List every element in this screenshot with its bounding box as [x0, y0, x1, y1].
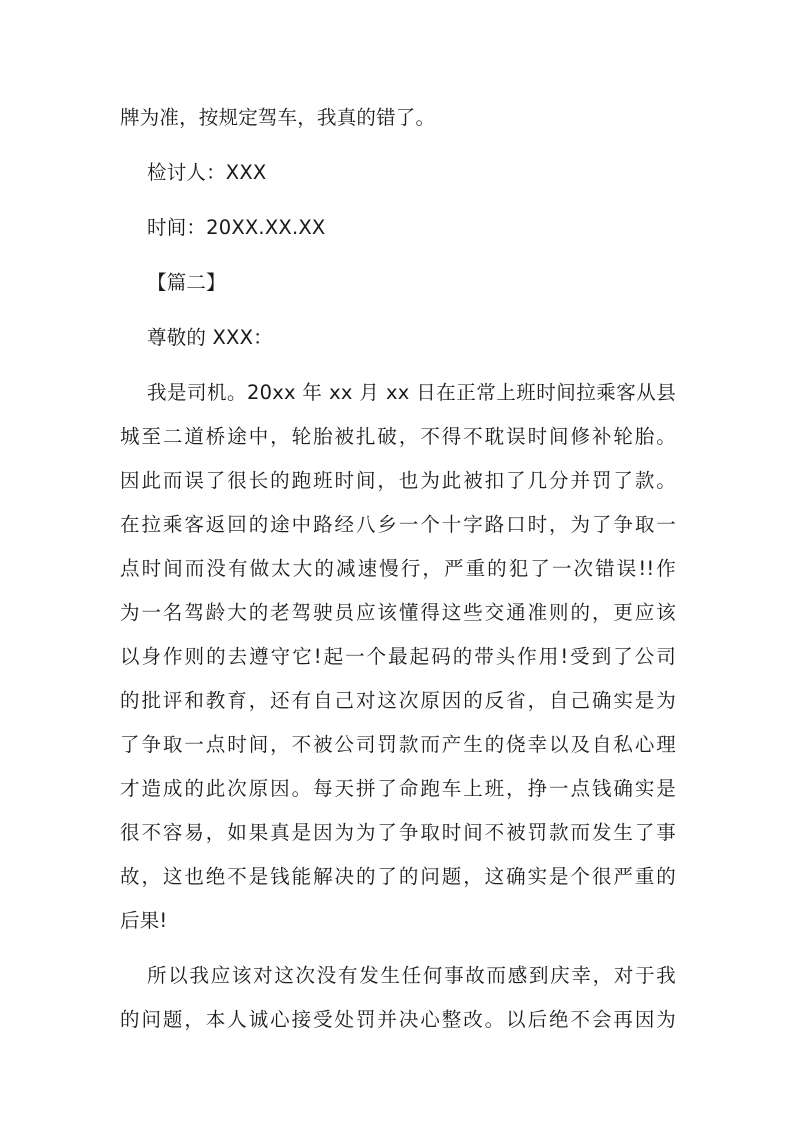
paragraph-line: 我是司机。20xx 年 xx 月 xx 日在正常上班时间拉乘客从县	[147, 381, 676, 404]
paragraph-line: 后果!	[120, 909, 168, 932]
paragraph-line: 城至二道桥途中，轮胎被扎破，不得不耽误时间修补轮胎。	[120, 425, 676, 448]
continuation-line: 牌为准，按规定驾车，我真的错了。	[120, 106, 436, 129]
paragraph-line: 在拉乘客返回的途中路经八乡一个十字路口时，为了争取一	[120, 513, 676, 536]
paragraph-line: 了争取一点时间，不被公司罚款而产生的侥幸以及自私心理	[120, 733, 676, 756]
date-line: 时间：20XX.XX.XX	[147, 216, 326, 239]
salutation: 尊敬的 XXX：	[147, 326, 273, 349]
paragraph-line: 因此而误了很长的跑班时间，也为此被扣了几分并罚了款。	[120, 469, 676, 492]
paragraph-line: 才造成的此次原因。每天拼了命跑车上班，挣一点钱确实是	[120, 777, 676, 800]
paragraph-line: 所以我应该对这次没有发生任何事故而感到庆幸，对于我	[147, 964, 676, 987]
paragraph-line: 的批评和教育，还有自己对这次原因的反省，自己确实是为	[120, 689, 676, 712]
paragraph-line: 故，这也绝不是钱能解决的了的问题，这确实是个很严重的	[120, 865, 676, 888]
paragraph-line: 很不容易，如果真是因为为了争取时间不被罚款而发生了事	[120, 821, 676, 844]
paragraph-line: 以身作则的去遵守它!起一个最起码的带头作用!受到了公司	[120, 645, 676, 668]
signer-line: 检讨人：XXX	[147, 161, 267, 184]
section-heading: 【篇二】	[147, 271, 226, 294]
paragraph-line: 为一名驾龄大的老驾驶员应该懂得这些交通准则的，更应该	[120, 601, 676, 624]
paragraph-line: 的问题，本人诚心接受处罚并决心整改。以后绝不会再因为	[120, 1008, 676, 1031]
paragraph-line: 点时间而没有做太大的减速慢行，严重的犯了一次错误!!作	[120, 557, 676, 580]
